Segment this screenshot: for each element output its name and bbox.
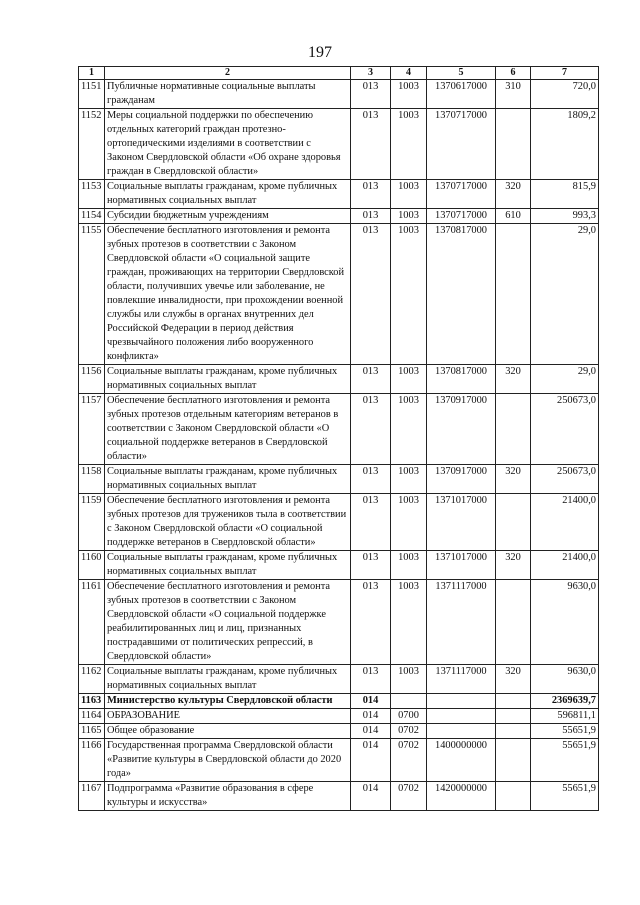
row-amount: 21400,0 (531, 494, 599, 551)
row-code-section: 1003 (391, 109, 427, 180)
table-row (79, 180, 599, 209)
row-amount: 250673,0 (531, 394, 599, 465)
row-amount: 21400,0 (531, 551, 599, 580)
row-name: ОБРАЗОВАНИЕ (105, 709, 351, 724)
budget-table (78, 66, 599, 811)
row-name: Социальные выплаты гражданам, кроме публичных нормативных социальных выплат (105, 665, 351, 694)
row-code-target: 1371117000 (427, 665, 496, 694)
row-number: 1156 (79, 365, 105, 394)
header-col-5: 5 (427, 67, 496, 80)
row-code-ministry: 014 (351, 724, 391, 739)
row-code-expense-type: 320 (496, 551, 531, 580)
row-code-section: 1003 (391, 224, 427, 365)
row-name: Министерство культуры Свердловской области (105, 694, 351, 709)
row-number: 1159 (79, 494, 105, 551)
row-amount: 9630,0 (531, 665, 599, 694)
row-code-target: 1420000000 (427, 782, 496, 811)
row-name: Социальные выплаты гражданам, кроме публичных нормативных социальных выплат (105, 551, 351, 580)
row-code-expense-type (496, 580, 531, 665)
row-code-ministry: 013 (351, 80, 391, 109)
table-body (79, 80, 599, 811)
header-col-6: 6 (496, 67, 531, 80)
page-number: 197 (308, 44, 332, 61)
row-amount: 9630,0 (531, 580, 599, 665)
row-code-target: 1371017000 (427, 494, 496, 551)
row-code-expense-type (496, 694, 531, 709)
row-code-expense-type: 310 (496, 80, 531, 109)
row-code-expense-type (496, 709, 531, 724)
row-code-section: 0702 (391, 739, 427, 782)
row-code-target: 1370717000 (427, 209, 496, 224)
row-amount: 55651,9 (531, 782, 599, 811)
table-row (79, 665, 599, 694)
row-amount: 720,0 (531, 80, 599, 109)
row-amount: 2369639,7 (531, 694, 599, 709)
header-col-1: 1 (79, 67, 105, 80)
row-code-ministry: 013 (351, 494, 391, 551)
row-code-target: 1400000000 (427, 739, 496, 782)
row-name: Обеспечение бесплатного изготовления и ремонта зубных протезов в соответствии с Законом Свердловской области «О социальной поддержке реабилитированных лиц и лиц, признанных пострадавшими от политических репрессий, в Свердловской области» (105, 580, 351, 665)
row-name: Публичные нормативные социальные выплаты гражданам (105, 80, 351, 109)
row-code-target: 1371017000 (427, 551, 496, 580)
row-code-section: 0700 (391, 709, 427, 724)
row-name: Социальные выплаты гражданам, кроме публичных нормативных социальных выплат (105, 180, 351, 209)
row-code-section: 1003 (391, 394, 427, 465)
row-code-ministry: 013 (351, 580, 391, 665)
row-code-ministry: 014 (351, 782, 391, 811)
table-row (79, 580, 599, 665)
row-number: 1153 (79, 180, 105, 209)
row-code-target: 1370817000 (427, 365, 496, 394)
row-code-target: 1371117000 (427, 580, 496, 665)
row-code-expense-type: 320 (496, 180, 531, 209)
row-amount: 55651,9 (531, 739, 599, 782)
row-code-ministry: 014 (351, 709, 391, 724)
row-code-expense-type: 320 (496, 665, 531, 694)
row-code-expense-type (496, 394, 531, 465)
row-code-ministry: 013 (351, 109, 391, 180)
row-code-expense-type (496, 724, 531, 739)
row-code-expense-type (496, 109, 531, 180)
table-row (79, 209, 599, 224)
row-code-ministry: 013 (351, 209, 391, 224)
table-row (79, 465, 599, 494)
row-code-ministry: 014 (351, 694, 391, 709)
row-code-expense-type: 320 (496, 365, 531, 394)
row-code-section: 1003 (391, 665, 427, 694)
row-code-section: 0702 (391, 724, 427, 739)
row-name: Субсидии бюджетным учреждениям (105, 209, 351, 224)
table-row (79, 224, 599, 365)
table-header-row (79, 67, 599, 80)
table-row (79, 724, 599, 739)
row-number: 1163 (79, 694, 105, 709)
row-code-section (391, 694, 427, 709)
row-name: Меры социальной поддержки по обеспечению отдельных категорий граждан протезно-ортопедическими изделиями в соответствии с Законом Свердловской области «Об охране здоровья граждан в Свердловской области» (105, 109, 351, 180)
row-number: 1155 (79, 224, 105, 365)
table-row (79, 494, 599, 551)
row-code-ministry: 014 (351, 739, 391, 782)
row-number: 1162 (79, 665, 105, 694)
row-code-target: 1370717000 (427, 109, 496, 180)
row-code-target (427, 724, 496, 739)
row-code-target: 1370617000 (427, 80, 496, 109)
table-row (79, 80, 599, 109)
row-name: Обеспечение бесплатного изготовления и ремонта зубных протезов отдельным категориям ветеранов в соответствии с Законом Свердловской области «О социальной поддержке ветеранов в Свердловской области» (105, 394, 351, 465)
table-row (79, 739, 599, 782)
row-code-target (427, 709, 496, 724)
row-number: 1160 (79, 551, 105, 580)
row-number: 1164 (79, 709, 105, 724)
table-row (79, 365, 599, 394)
row-number: 1165 (79, 724, 105, 739)
row-amount: 815,9 (531, 180, 599, 209)
row-code-ministry: 013 (351, 180, 391, 209)
row-amount: 250673,0 (531, 465, 599, 494)
row-code-section: 0702 (391, 782, 427, 811)
table-row (79, 551, 599, 580)
row-code-ministry: 013 (351, 465, 391, 494)
row-name: Подпрограмма «Развитие образования в сфере культуры и искусства» (105, 782, 351, 811)
row-code-target: 1370917000 (427, 394, 496, 465)
row-name: Социальные выплаты гражданам, кроме публичных нормативных социальных выплат (105, 365, 351, 394)
row-code-expense-type: 610 (496, 209, 531, 224)
table-row (79, 782, 599, 811)
row-number: 1151 (79, 80, 105, 109)
row-amount: 596811,1 (531, 709, 599, 724)
row-code-target: 1370717000 (427, 180, 496, 209)
row-code-section: 1003 (391, 580, 427, 665)
row-number: 1152 (79, 109, 105, 180)
row-code-expense-type (496, 494, 531, 551)
table-row (79, 394, 599, 465)
row-code-target (427, 694, 496, 709)
row-code-ministry: 013 (351, 551, 391, 580)
row-amount: 55651,9 (531, 724, 599, 739)
header-col-4: 4 (391, 67, 427, 80)
row-code-section: 1003 (391, 80, 427, 109)
row-code-ministry: 013 (351, 224, 391, 365)
header-col-7: 7 (531, 67, 599, 80)
row-amount: 29,0 (531, 365, 599, 394)
table-row (79, 709, 599, 724)
row-code-section: 1003 (391, 494, 427, 551)
row-code-expense-type (496, 739, 531, 782)
row-code-expense-type: 320 (496, 465, 531, 494)
row-name: Обеспечение бесплатного изготовления и ремонта зубных протезов в соответствии с Законом Свердловской области «О социальной защите граждан, проживающих на территории Свердловской области, получивших увечье или заболевание, не повлекшие инвалидности, при прохождении военной службы или службы в органах внутренних дел Российской Федерации в период действия чрезвычайного положения либо вооруженного конфликта» (105, 224, 351, 365)
row-name: Социальные выплаты гражданам, кроме публичных нормативных социальных выплат (105, 465, 351, 494)
row-code-section: 1003 (391, 365, 427, 394)
row-name: Обеспечение бесплатного изготовления и ремонта зубных протезов для тружеников тыла в соответствии с Законом Свердловской области «О социальной поддержке ветеранов в Свердловской области» (105, 494, 351, 551)
row-name: Общее образование (105, 724, 351, 739)
row-code-ministry: 013 (351, 394, 391, 465)
row-code-section: 1003 (391, 551, 427, 580)
row-code-target: 1370817000 (427, 224, 496, 365)
row-number: 1157 (79, 394, 105, 465)
row-amount: 993,3 (531, 209, 599, 224)
row-code-ministry: 013 (351, 665, 391, 694)
row-code-expense-type (496, 224, 531, 365)
row-amount: 1809,2 (531, 109, 599, 180)
table-row (79, 109, 599, 180)
header-col-2: 2 (105, 67, 351, 80)
header-col-3: 3 (351, 67, 391, 80)
row-number: 1154 (79, 209, 105, 224)
row-code-section: 1003 (391, 465, 427, 494)
table-row (79, 694, 599, 709)
row-code-ministry: 013 (351, 365, 391, 394)
row-code-target: 1370917000 (427, 465, 496, 494)
row-code-section: 1003 (391, 209, 427, 224)
row-number: 1167 (79, 782, 105, 811)
row-amount: 29,0 (531, 224, 599, 365)
row-number: 1158 (79, 465, 105, 494)
row-number: 1161 (79, 580, 105, 665)
row-code-expense-type (496, 782, 531, 811)
row-name: Государственная программа Свердловской области «Развитие культуры в Свердловской области до 2020 года» (105, 739, 351, 782)
row-number: 1166 (79, 739, 105, 782)
row-code-section: 1003 (391, 180, 427, 209)
